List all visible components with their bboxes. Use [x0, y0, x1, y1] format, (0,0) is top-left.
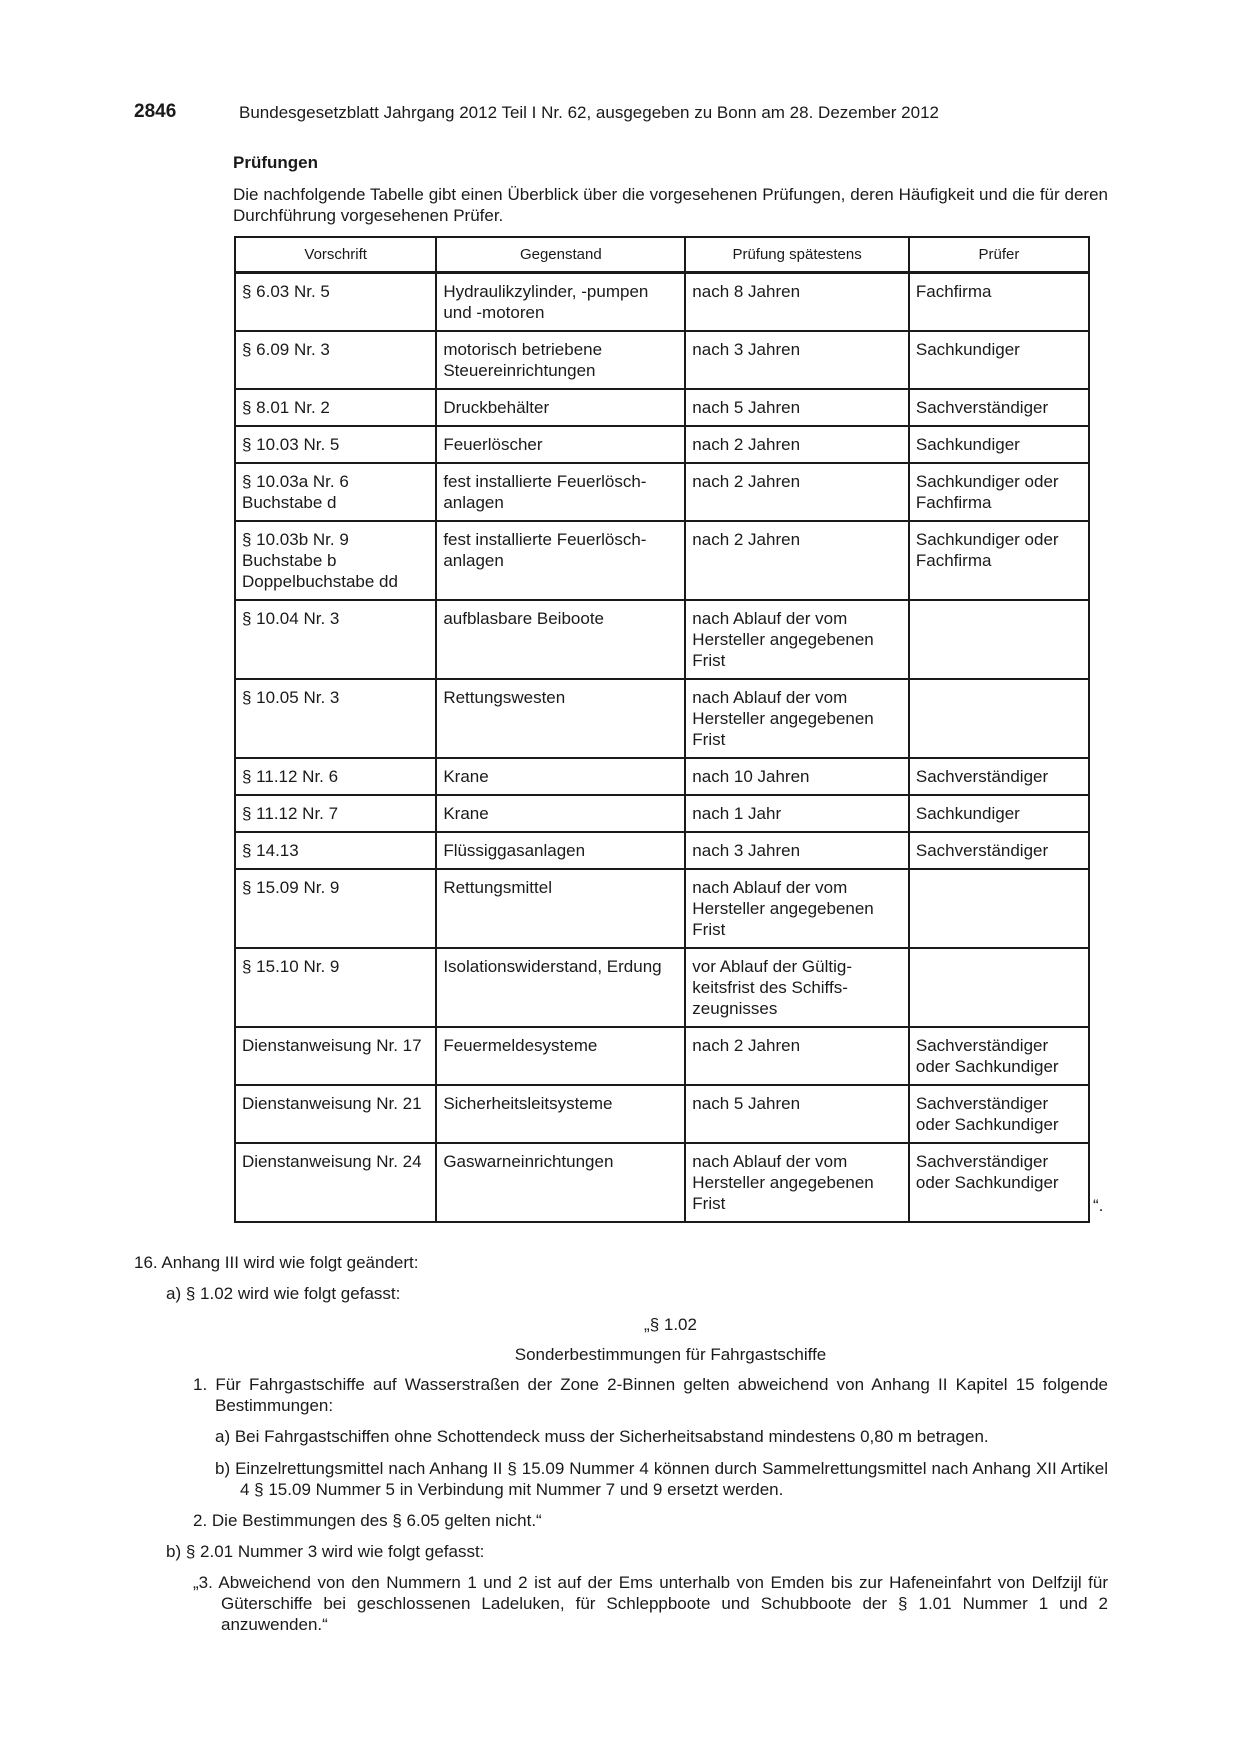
table-cell: Flüssiggasanlagen	[436, 832, 685, 869]
table-cell: § 11.12 Nr. 6	[235, 758, 436, 795]
page-number: 2846	[134, 101, 177, 122]
table-cell: Sachverständiger oder Sachkundiger	[909, 1085, 1089, 1143]
table-cell: fest installierte Feuerlösch-anlagen	[436, 463, 685, 521]
table-cell: Feuermeldesysteme	[436, 1027, 685, 1085]
amendment-b-text: „3. Abweichend von den Nummern 1 und 2 ist auf der Ems unterhalb von Emden bis zur Hafeneinfahrt von Delfzijl für Güterschiffe bei geschlossenen Ladeluken, für Schleppboote und Schubboote der § 1.01 Nummer 1 und 2 anzuwenden.“	[193, 1573, 1108, 1634]
table-cell: § 8.01 Nr. 2	[235, 389, 436, 426]
table-cell: Dienstanweisung Nr. 24	[235, 1143, 436, 1222]
table-cell: § 6.03 Nr. 5	[235, 273, 436, 331]
table-cell: nach 2 Jahren	[685, 1027, 909, 1085]
paragraph-item-1: 1. Für Fahrgastschiffe auf Wasserstraßen der Zone 2-Binnen gelten abweichend von Anhang II Kapitel 15 folgende Bestimmungen:	[193, 1375, 1108, 1415]
paragraph-number: „§ 1.02	[644, 1315, 697, 1334]
table-cell	[909, 600, 1089, 679]
amendment-b-intro: b) § 2.01 Nummer 3 wird wie folgt gefasst:	[166, 1542, 485, 1561]
table-row	[235, 389, 1089, 426]
table-cell: nach 1 Jahr	[685, 795, 909, 832]
table-cell: Sachkundiger oder Fachfirma	[909, 463, 1089, 521]
table-cell: Krane	[436, 795, 685, 832]
section-title: Prüfungen	[233, 153, 318, 172]
table-cell: nach 3 Jahren	[685, 331, 909, 389]
table-cell: Krane	[436, 758, 685, 795]
table-row	[235, 679, 1089, 758]
paragraph-item-2: 2. Die Bestimmungen des § 6.05 gelten nicht.“	[193, 1511, 542, 1530]
table-cell: Dienstanweisung Nr. 21	[235, 1085, 436, 1143]
table-row	[235, 463, 1089, 521]
table-closing-mark: “.	[1093, 1196, 1104, 1215]
table-cell: Sachkundiger	[909, 426, 1089, 463]
table-cell: § 6.09 Nr. 3	[235, 331, 436, 389]
table-cell: Rettungswesten	[436, 679, 685, 758]
table-cell: § 10.04 Nr. 3	[235, 600, 436, 679]
table-cell: Isolationswiderstand, Erdung	[436, 948, 685, 1027]
section-intro: Die nachfolgende Tabelle gibt einen Überblick über die vorgesehenen Prüfungen, deren Häufigkeit und die für deren Durchführung vorgesehenen Prüfer.	[233, 185, 1108, 225]
table-row	[235, 273, 1089, 331]
table-cell: Feuerlöscher	[436, 426, 685, 463]
table-cell: Rettungsmittel	[436, 869, 685, 948]
column-header-gegenstand: Gegenstand	[436, 237, 685, 273]
table-cell: Sachverständiger oder Sachkundiger	[909, 1027, 1089, 1085]
table-cell: Sachverständiger	[909, 758, 1089, 795]
table-header-row	[235, 237, 1089, 273]
table-cell	[909, 679, 1089, 758]
table-row	[235, 521, 1089, 600]
table-cell: Gaswarneinrichtungen	[436, 1143, 685, 1222]
inspection-table	[234, 236, 1090, 1223]
table-cell: nach Ablauf der vom Hersteller angegebenen Frist	[685, 679, 909, 758]
table-cell: Sachkundiger	[909, 331, 1089, 389]
table-cell: nach 3 Jahren	[685, 832, 909, 869]
table-cell: aufblasbare Beiboote	[436, 600, 685, 679]
table-cell: motorisch betriebene Steuereinrichtungen	[436, 331, 685, 389]
table-cell: § 15.10 Nr. 9	[235, 948, 436, 1027]
column-header-vorschrift: Vorschrift	[235, 237, 436, 273]
paragraph-item-1b: b) Einzelrettungsmittel nach Anhang II § 15.09 Nummer 4 können durch Sammelrettungsmittel nach Anhang XII Artikel 4 § 15.09 Nummer 5 in Verbindung mit Nummer 7 und 9 ersetzt werden.	[215, 1459, 1108, 1499]
table-cell: fest installierte Feuerlösch-anlagen	[436, 521, 685, 600]
table-cell: Sachkundiger	[909, 795, 1089, 832]
paragraph-item-1a: a) Bei Fahrgastschiffen ohne Schottendeck muss der Sicherheitsabstand mindestens 0,80 m betragen.	[215, 1427, 989, 1446]
table-cell: § 14.13	[235, 832, 436, 869]
table-cell: Hydraulikzylinder, -pumpen und -motoren	[436, 273, 685, 331]
table-row	[235, 331, 1089, 389]
table-cell: Dienstanweisung Nr. 17	[235, 1027, 436, 1085]
table-row	[235, 832, 1089, 869]
running-head: Bundesgesetzblatt Jahrgang 2012 Teil I Nr. 62, ausgegeben zu Bonn am 28. Dezember 2012	[239, 103, 939, 122]
table-cell: nach 8 Jahren	[685, 273, 909, 331]
table-cell: nach 2 Jahren	[685, 426, 909, 463]
column-header-pruefung: Prüfung spätestens	[685, 237, 909, 273]
table-cell: § 10.05 Nr. 3	[235, 679, 436, 758]
table-row	[235, 1143, 1089, 1222]
table-row	[235, 600, 1089, 679]
table-cell: nach 5 Jahren	[685, 389, 909, 426]
amendment-item-16: 16. Anhang III wird wie folgt geändert:	[134, 1253, 419, 1272]
table-row	[235, 1085, 1089, 1143]
table-row	[235, 1027, 1089, 1085]
table-row	[235, 426, 1089, 463]
table-row	[235, 869, 1089, 948]
table-cell: Druckbehälter	[436, 389, 685, 426]
table-cell: nach 10 Jahren	[685, 758, 909, 795]
table-cell: § 10.03a Nr. 6 Buchstabe d	[235, 463, 436, 521]
table-cell: § 11.12 Nr. 7	[235, 795, 436, 832]
table-cell: Fachfirma	[909, 273, 1089, 331]
column-header-pruefer: Prüfer	[909, 237, 1089, 273]
table-cell	[909, 948, 1089, 1027]
table-cell: Sachverständiger oder Sachkundiger	[909, 1143, 1089, 1222]
table-cell: Sachverständiger	[909, 832, 1089, 869]
table-cell: nach Ablauf der vom Hersteller angegebenen Frist	[685, 600, 909, 679]
table-cell: nach Ablauf der vom Hersteller angegebenen Frist	[685, 1143, 909, 1222]
table-cell: Sicherheitsleitsysteme	[436, 1085, 685, 1143]
page-header	[134, 101, 1114, 125]
table-cell: § 15.09 Nr. 9	[235, 869, 436, 948]
table-cell: Sachverständiger	[909, 389, 1089, 426]
paragraph-title: Sonderbestimmungen für Fahrgastschiffe	[514, 1345, 827, 1364]
table-cell	[909, 869, 1089, 948]
table-cell: § 10.03b Nr. 9 Buchstabe b Doppelbuchstabe dd	[235, 521, 436, 600]
table-row	[235, 758, 1089, 795]
table-cell: vor Ablauf der Gültig-keitsfrist des Schiffs-zeugnisses	[685, 948, 909, 1027]
table-row	[235, 948, 1089, 1027]
table-cell: nach 2 Jahren	[685, 521, 909, 600]
amendment-a-intro: a) § 1.02 wird wie folgt gefasst:	[166, 1284, 401, 1303]
table-cell: § 10.03 Nr. 5	[235, 426, 436, 463]
table-cell: nach Ablauf der vom Hersteller angegebenen Frist	[685, 869, 909, 948]
table-cell: nach 2 Jahren	[685, 463, 909, 521]
table-row	[235, 795, 1089, 832]
table-cell: nach 5 Jahren	[685, 1085, 909, 1143]
table-cell: Sachkundiger oder Fachfirma	[909, 521, 1089, 600]
